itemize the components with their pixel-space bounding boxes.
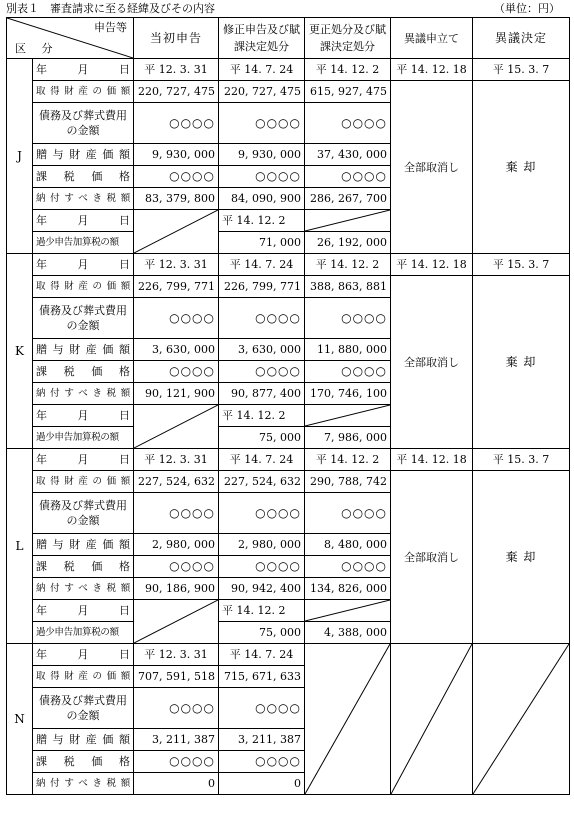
masked-cell: ○○○○ <box>219 556 305 578</box>
objection-result: 全部取消し <box>391 471 473 644</box>
masked-cell: ○○○○ <box>134 751 219 773</box>
value-cell: 226, 799, 771 <box>134 276 219 298</box>
label-taxable: 課税価格 <box>33 166 134 188</box>
date-cell: 平 15. 3. 7 <box>473 254 570 276</box>
label-date: 年 月 日 <box>33 59 134 81</box>
label-taxable: 課税価格 <box>33 361 134 383</box>
label-gift: 贈与財産価額 <box>33 729 134 751</box>
row-date <box>7 644 570 666</box>
value-cell: 9, 930, 000 <box>219 144 305 166</box>
value-cell: 3, 630, 000 <box>219 339 305 361</box>
taxpayer-name: J <box>7 59 33 254</box>
label-gift: 贈与財産価額 <box>33 534 134 556</box>
masked-cell: ○○○○ <box>134 298 219 339</box>
value-cell: 227, 524, 632 <box>134 471 219 493</box>
label-tax: 納付すべき税額 <box>33 578 134 600</box>
penalty-date-cell: 平 14. 12. 2 <box>219 405 305 427</box>
value-cell: 8, 480, 000 <box>305 534 391 556</box>
label-gift: 贈与財産価額 <box>33 339 134 361</box>
empty-diagonal-cell <box>305 644 391 795</box>
value-cell: 37, 430, 000 <box>305 144 391 166</box>
row-date <box>7 59 570 81</box>
value-cell: 90, 186, 900 <box>134 578 219 600</box>
date-cell: 平 15. 3. 7 <box>473 449 570 471</box>
diagonal-line <box>391 644 472 794</box>
col-header-objection: 異議申立て <box>391 18 473 59</box>
value-cell: 2, 980, 000 <box>134 534 219 556</box>
value-cell: 84, 090, 900 <box>219 188 305 210</box>
masked-cell: ○○○○ <box>219 688 305 729</box>
date-cell: 平 14. 7. 24 <box>219 59 305 81</box>
date-cell: 平 14. 12. 2 <box>305 59 391 81</box>
decision-result: 棄 却 <box>473 276 570 449</box>
corner-bottom-label: 区 分 <box>15 42 59 55</box>
value-cell: 227, 524, 632 <box>219 471 305 493</box>
col-header-initial: 当初申告 <box>134 18 219 59</box>
label-taxable: 課税価格 <box>33 751 134 773</box>
value-cell: 615, 927, 475 <box>305 81 391 103</box>
appeal-history-table <box>6 17 570 795</box>
taxpayer-name: L <box>7 449 33 644</box>
date-cell: 平 12. 3. 31 <box>134 254 219 276</box>
empty-diagonal-cell <box>134 600 219 644</box>
masked-cell: ○○○○ <box>219 751 305 773</box>
value-cell: 9, 930, 000 <box>134 144 219 166</box>
value-cell: 75, 000 <box>219 427 305 449</box>
value-cell: 220, 727, 475 <box>134 81 219 103</box>
unit-label: （単位：円） <box>494 2 560 15</box>
row-acquired <box>7 471 570 493</box>
masked-cell: ○○○○ <box>134 556 219 578</box>
diagonal-line <box>134 600 218 643</box>
masked-cell: ○○○○ <box>219 166 305 188</box>
value-cell: 3, 630, 000 <box>134 339 219 361</box>
taxpayer-name: K <box>7 254 33 449</box>
label-penalty: 過少申告加算税の額 <box>33 622 134 644</box>
value-cell: 0 <box>134 773 219 795</box>
masked-cell: ○○○○ <box>305 556 391 578</box>
masked-cell: ○○○○ <box>134 688 219 729</box>
label-gift: 贈与財産価額 <box>33 144 134 166</box>
label-acquired: 取得財産の価額 <box>33 276 134 298</box>
penalty-date-cell: 平 14. 12. 2 <box>219 600 305 622</box>
col-header-correction: 更正処分及び賦課決定処分 <box>305 18 391 59</box>
label-penalty: 過少申告加算税の額 <box>33 427 134 449</box>
date-cell: 平 14. 12. 18 <box>391 254 473 276</box>
value-cell: 715, 671, 633 <box>219 666 305 688</box>
diagonal-line <box>305 600 390 621</box>
label-penalty-date: 年 月 日 <box>33 405 134 427</box>
penalty-date-cell: 平 14. 12. 2 <box>219 210 305 232</box>
value-cell: 11, 880, 000 <box>305 339 391 361</box>
date-cell: 平 14. 7. 24 <box>219 254 305 276</box>
value-cell: 134, 826, 000 <box>305 578 391 600</box>
value-cell: 2, 980, 000 <box>219 534 305 556</box>
decision-result: 棄 却 <box>473 81 570 254</box>
date-cell: 平 14. 12. 2 <box>305 254 391 276</box>
masked-cell: ○○○○ <box>134 166 219 188</box>
label-debts: 債務及び葬式費用の金額 <box>33 298 134 339</box>
date-cell: 平 14. 12. 18 <box>391 449 473 471</box>
value-cell: 26, 192, 000 <box>305 232 391 254</box>
row-acquired <box>7 81 570 103</box>
label-tax: 納付すべき税額 <box>33 773 134 795</box>
value-cell: 226, 799, 771 <box>219 276 305 298</box>
date-cell: 平 15. 3. 7 <box>473 59 570 81</box>
label-acquired: 取得財産の価額 <box>33 666 134 688</box>
date-cell: 平 12. 3. 31 <box>134 449 219 471</box>
masked-cell: ○○○○ <box>305 103 391 144</box>
label-tax: 納付すべき税額 <box>33 383 134 405</box>
diagonal-line <box>305 644 390 794</box>
row-date <box>7 449 570 471</box>
empty-diagonal-cell <box>391 644 473 795</box>
masked-cell: ○○○○ <box>305 493 391 534</box>
value-cell: 71, 000 <box>219 232 305 254</box>
diagonal-line <box>134 405 218 448</box>
objection-result: 全部取消し <box>391 81 473 254</box>
value-cell: 90, 877, 400 <box>219 383 305 405</box>
label-penalty: 過少申告加算税の額 <box>33 232 134 254</box>
value-cell: 170, 746, 100 <box>305 383 391 405</box>
label-date: 年 月 日 <box>33 644 134 666</box>
diagonal-line <box>305 210 390 231</box>
col-header-decision: 異議決定 <box>473 18 570 59</box>
value-cell: 83, 379, 800 <box>134 188 219 210</box>
masked-cell: ○○○○ <box>219 103 305 144</box>
value-cell: 388, 863, 881 <box>305 276 391 298</box>
diagonal-line <box>305 405 390 426</box>
empty-diagonal-cell <box>305 210 391 232</box>
date-cell: 平 14. 7. 24 <box>219 644 305 666</box>
date-cell: 平 14. 12. 18 <box>391 59 473 81</box>
masked-cell: ○○○○ <box>219 298 305 339</box>
masked-cell: ○○○○ <box>305 298 391 339</box>
date-cell: 平 14. 7. 24 <box>219 449 305 471</box>
value-cell: 0 <box>219 773 305 795</box>
date-cell: 平 12. 3. 31 <box>134 59 219 81</box>
label-taxable: 課税価格 <box>33 556 134 578</box>
label-debts: 債務及び葬式費用の金額 <box>33 103 134 144</box>
label-penalty-date: 年 月 日 <box>33 210 134 232</box>
date-cell: 平 14. 12. 2 <box>305 449 391 471</box>
diagonal-line <box>473 644 569 794</box>
value-cell: 75, 000 <box>219 622 305 644</box>
value-cell: 707, 591, 518 <box>134 666 219 688</box>
masked-cell: ○○○○ <box>134 493 219 534</box>
empty-diagonal-cell <box>134 210 219 254</box>
masked-cell: ○○○○ <box>219 493 305 534</box>
taxpayer-name: N <box>7 644 33 795</box>
masked-cell: ○○○○ <box>134 361 219 383</box>
label-penalty-date: 年 月 日 <box>33 600 134 622</box>
label-acquired: 取得財産の価額 <box>33 471 134 493</box>
value-cell: 220, 727, 475 <box>219 81 305 103</box>
page-header <box>6 2 568 16</box>
empty-diagonal-cell <box>134 405 219 449</box>
empty-diagonal-cell <box>305 405 391 427</box>
diagonal-line <box>134 210 218 253</box>
empty-diagonal-cell <box>305 600 391 622</box>
corner-top-label: 申告等 <box>94 21 127 34</box>
corner-header <box>7 18 134 59</box>
value-cell: 4, 388, 000 <box>305 622 391 644</box>
table-title: 別表１ 審査請求に至る経緯及びその内容 <box>6 2 215 15</box>
masked-cell: ○○○○ <box>305 166 391 188</box>
label-acquired: 取得財産の価額 <box>33 81 134 103</box>
masked-cell: ○○○○ <box>305 361 391 383</box>
header-row <box>7 18 570 59</box>
value-cell: 290, 788, 742 <box>305 471 391 493</box>
value-cell: 286, 267, 700 <box>305 188 391 210</box>
label-date: 年 月 日 <box>33 254 134 276</box>
value-cell: 90, 121, 900 <box>134 383 219 405</box>
col-header-amended: 修正申告及び賦課決定処分 <box>219 18 305 59</box>
label-date: 年 月 日 <box>33 449 134 471</box>
value-cell: 90, 942, 400 <box>219 578 305 600</box>
empty-diagonal-cell <box>473 644 570 795</box>
value-cell: 7, 986, 000 <box>305 427 391 449</box>
objection-result: 全部取消し <box>391 276 473 449</box>
masked-cell: ○○○○ <box>219 361 305 383</box>
value-cell: 3, 211, 387 <box>219 729 305 751</box>
label-tax: 納付すべき税額 <box>33 188 134 210</box>
decision-result: 棄 却 <box>473 471 570 644</box>
row-acquired <box>7 276 570 298</box>
label-debts: 債務及び葬式費用の金額 <box>33 688 134 729</box>
date-cell: 平 12. 3. 31 <box>134 644 219 666</box>
masked-cell: ○○○○ <box>134 103 219 144</box>
row-date <box>7 254 570 276</box>
label-debts: 債務及び葬式費用の金額 <box>33 493 134 534</box>
value-cell: 3, 211, 387 <box>134 729 219 751</box>
